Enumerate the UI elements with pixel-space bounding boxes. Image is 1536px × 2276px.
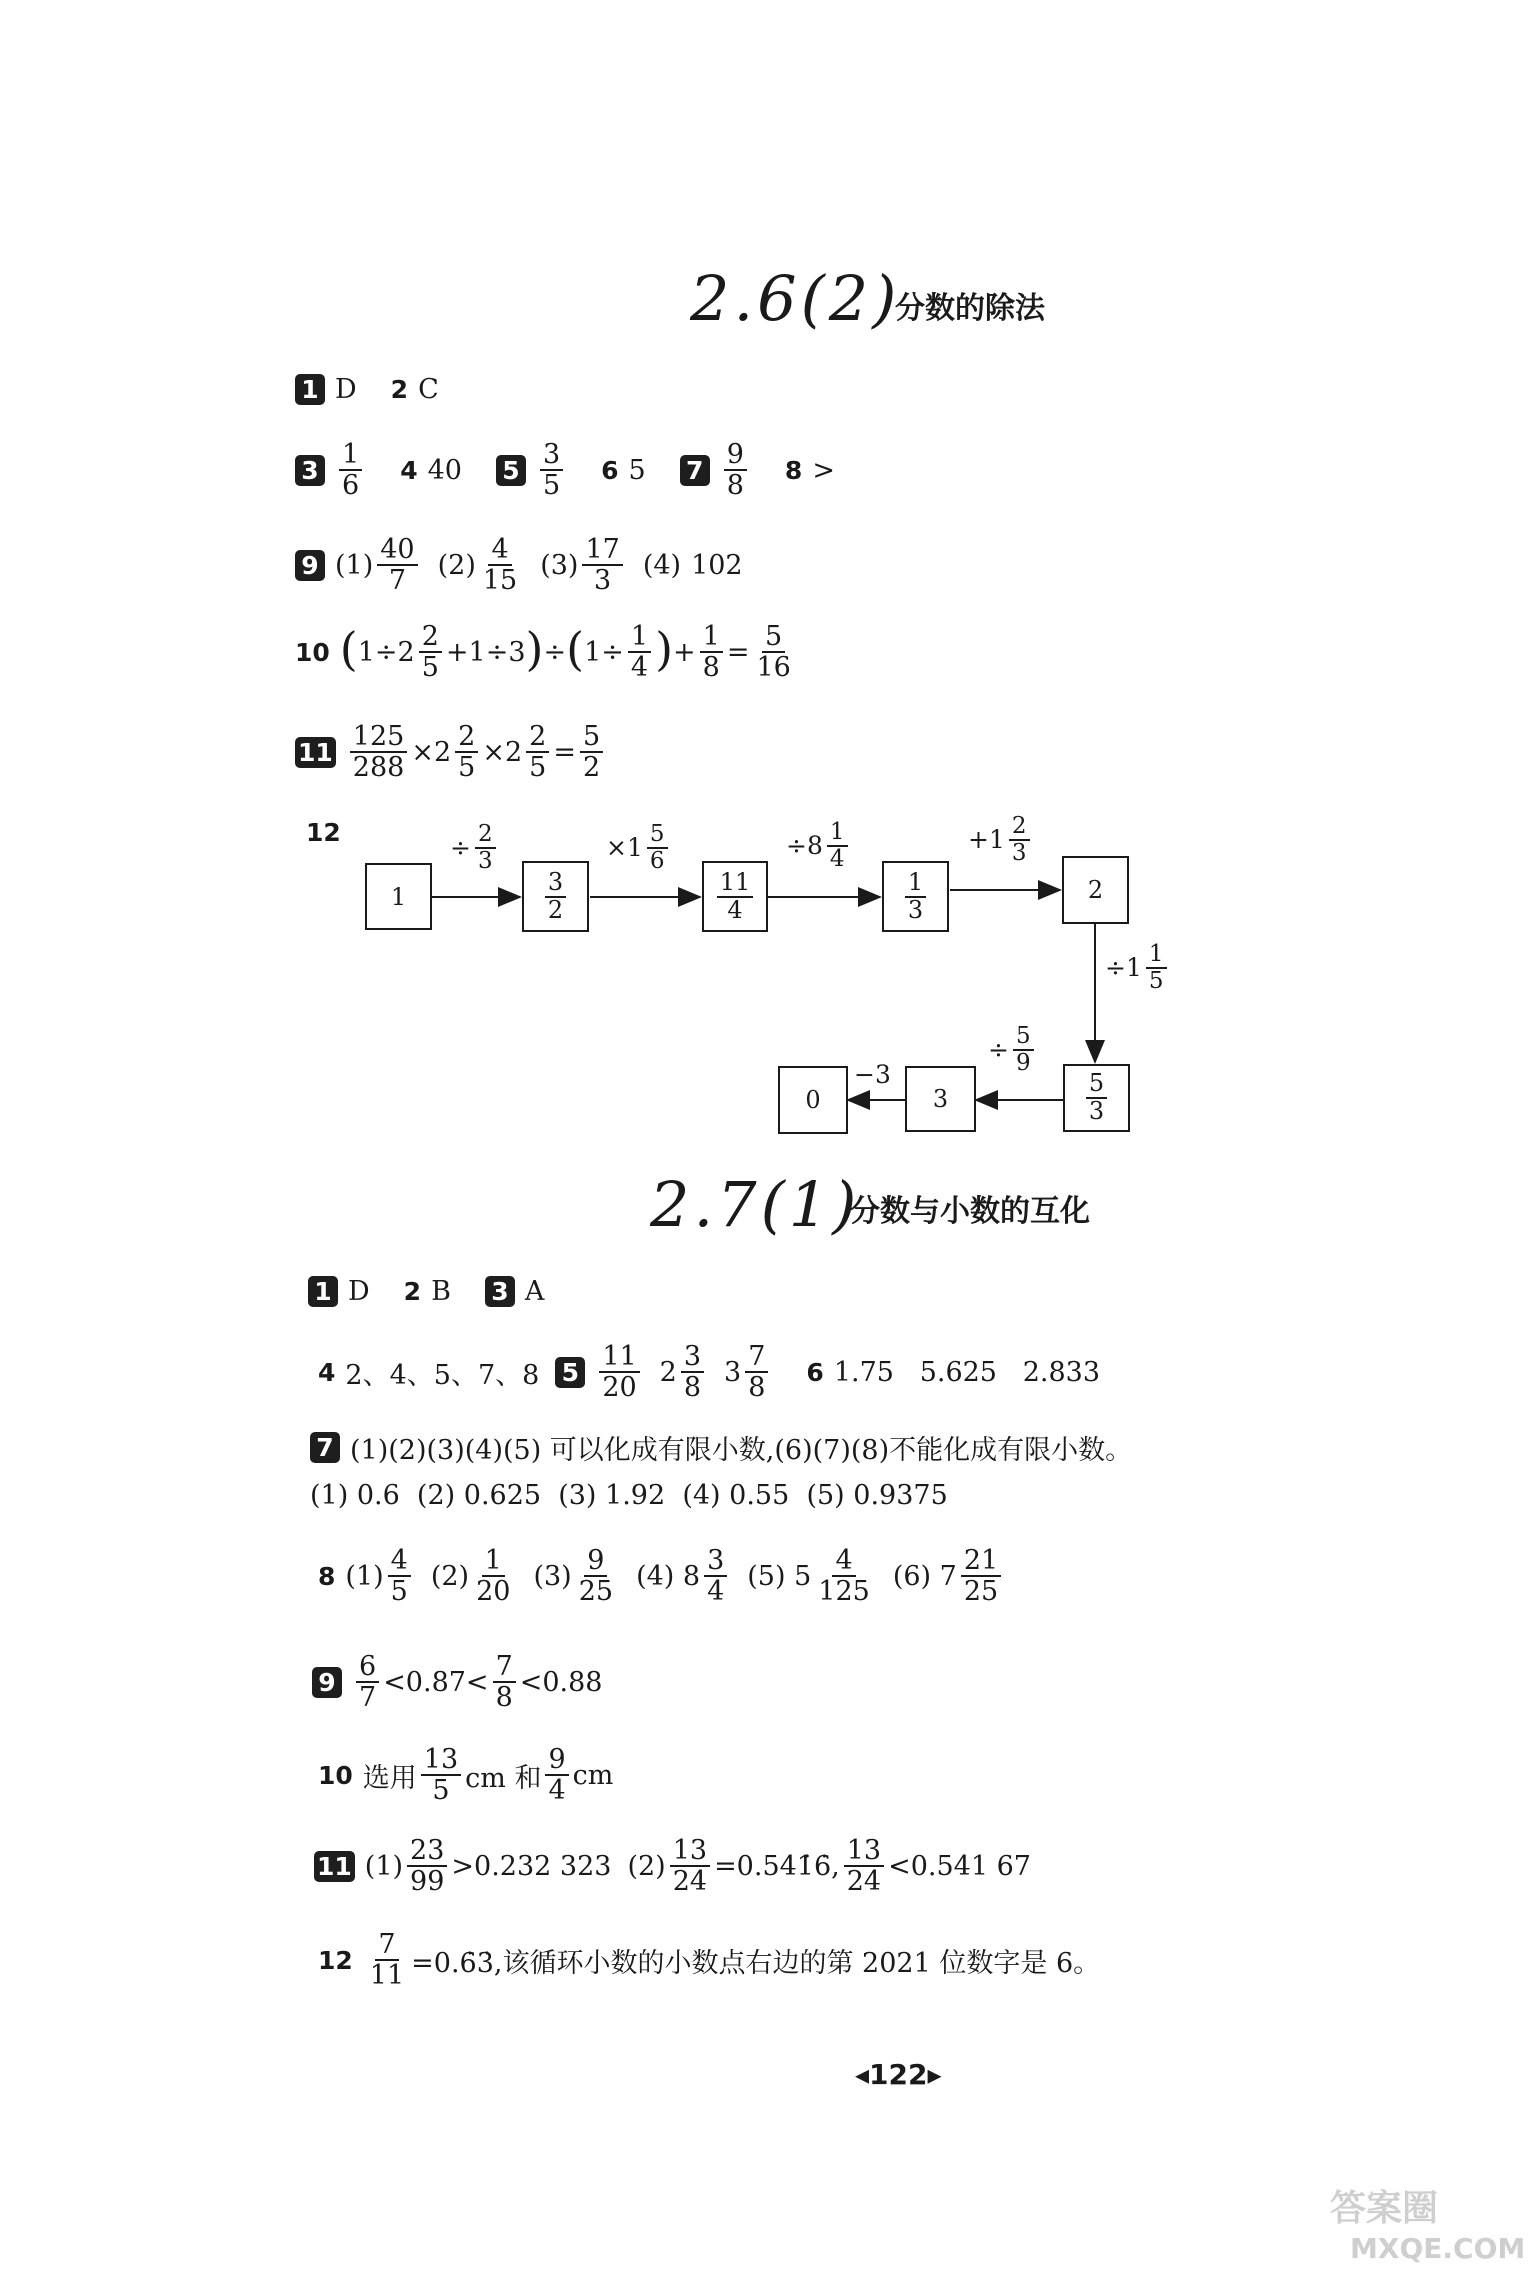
question-number-badge: 9 [312,1667,342,1698]
answer-text: (1) 0.6 (2) 0.625 (3) 1.92 (4) 0.55 (5) 0.9375 [310,1480,948,1511]
flow-operation: ÷8 $\frac{1}{4}$ [786,820,852,872]
question-number: 12 [306,818,341,847]
question-number: 12 [318,1945,353,1975]
question-number-badge: 1 [308,1276,338,1307]
flow-box: $\frac{1}{3}$ [882,861,949,932]
question-number: 8 [784,455,803,485]
answer-row: 8 (1) $\frac{4}{5}$ (2) $\frac{1}{20}$ (3) $\frac{9}{25}$ (4) 8 $\frac{3}{4}$ (5) 5 $\frac{4}{125}$ (6) 7 $\frac{21}{25}$ [318,1546,1005,1606]
question-number: 4 [400,455,418,485]
flow-operation: ÷ $\frac{2}{3}$ [450,822,500,874]
answer-row: 10 选用 $\frac{13}{5}$ cm 和 $\frac{9}{4}$ cm [318,1744,614,1807]
answer-text: D [335,374,357,405]
question-number-badge: 3 [485,1276,515,1307]
question-number-badge: 11 [314,1851,355,1882]
section-number: 2.6(2) [690,262,901,335]
question-number: 2 [403,1277,422,1306]
question-number-badge: 7 [310,1432,340,1463]
flow-box: $\frac{11}{4}$ [702,861,768,932]
flow-box: $\frac{3}{2}$ [522,861,589,932]
section-number: 2.7(1) [650,1168,861,1241]
answer-row: 4 2、4、5、7、8 5 $\frac{11}{20}$ 2 $\frac{3}{8}$ 3 $\frac{7}{8}$ 6 1.75 5.625 2.833 [318,1341,1101,1404]
fraction: $\frac{1}{6}$ [339,440,362,500]
watermark-url: MXQE.COM [1350,2232,1526,2265]
flow-box: 0 [778,1066,848,1134]
page-number: ◂122▸ [855,2058,942,2091]
section-title: 分数与小数的互化 [850,1194,1090,1229]
answer-text: C [418,374,439,405]
question-number: 6 [806,1357,824,1387]
answer-text: > [812,454,835,486]
answer-row: 11 $\frac{125}{288}$ ×2 $\frac{2}{5}$ ×2 $\frac{2}{5}$ = $\frac{5}{2}$ [295,722,607,782]
answer-text: 40 [427,454,462,486]
question-number-badge: 5 [555,1357,585,1388]
answer-row: 9 $\frac{6}{7}$ <0.87< $\frac{7}{8}$ <0.88 [312,1652,603,1712]
flow-operation: ÷ $\frac{5}{9}$ [988,1024,1038,1076]
answer-row: 1 D 2 B 3 A [308,1276,544,1307]
question-number-badge: 9 [295,550,325,581]
question-number-badge: 3 [295,455,325,486]
section-title: 分数的除法 [895,291,1045,326]
question-number-badge: 5 [496,455,526,486]
watermark: 答案圈 [1330,2188,1439,2229]
question-number-badge: 11 [295,737,336,768]
question-number: 4 [318,1357,336,1387]
fraction: $\frac{9}{8}$ [724,440,747,500]
answer-row: 7 (1)(2)(3)(4)(5) 可以化成有限小数,(6)(7)(8)不能化成有限小数。 [310,1428,1132,1467]
question-number: 6 [601,455,619,485]
flow-box: 3 [905,1066,976,1132]
question-number: 2 [390,375,409,404]
question-number: 10 [318,1760,353,1790]
question-number-badge: 1 [295,374,325,405]
answer-row: 12 $\frac{7}{11}$ =0.6̇3̇,该循环小数的小数点右边的第 2021 位数字是 6。 [318,1929,1101,1992]
fraction: $\frac{3}{5}$ [540,440,563,500]
flow-box: $\frac{5}{3}$ [1063,1064,1130,1132]
question-number: 8 [318,1561,336,1591]
answer-text: 5 [628,454,646,486]
flow-operation: ×1 $\frac{5}{6}$ [606,822,672,874]
answer-row: 10 ( 1÷2 $\frac{2}{5}$ +1÷3 ) ÷ ( 1÷ $\frac{1}{4}$ ) + $\frac{1}{8}$ = $\frac{5}{16}$ [295,621,791,684]
flow-operation: ÷1 $\frac{1}{5}$ [1105,942,1171,994]
flow-box: 1 [365,863,432,930]
answer-row: 11 (1) $\frac{23}{99}$ >0.232 323 (2) $\frac{13}{24}$ =0.541̇6̇, $\frac{13}{24}$ <0.541 67 [314,1836,1031,1896]
answer-row: 9 (1) $\frac{40}{7}$ (2) $\frac{4}{15}$ (3) $\frac{17}{3}$ (4) 102 [295,535,743,595]
question-number-badge: 7 [680,455,710,486]
question-number: 10 [295,637,330,667]
flow-operation: +1 $\frac{2}{3}$ [968,814,1034,866]
flow-operation: −3 [854,1060,891,1089]
flow-box: 2 [1062,856,1129,924]
